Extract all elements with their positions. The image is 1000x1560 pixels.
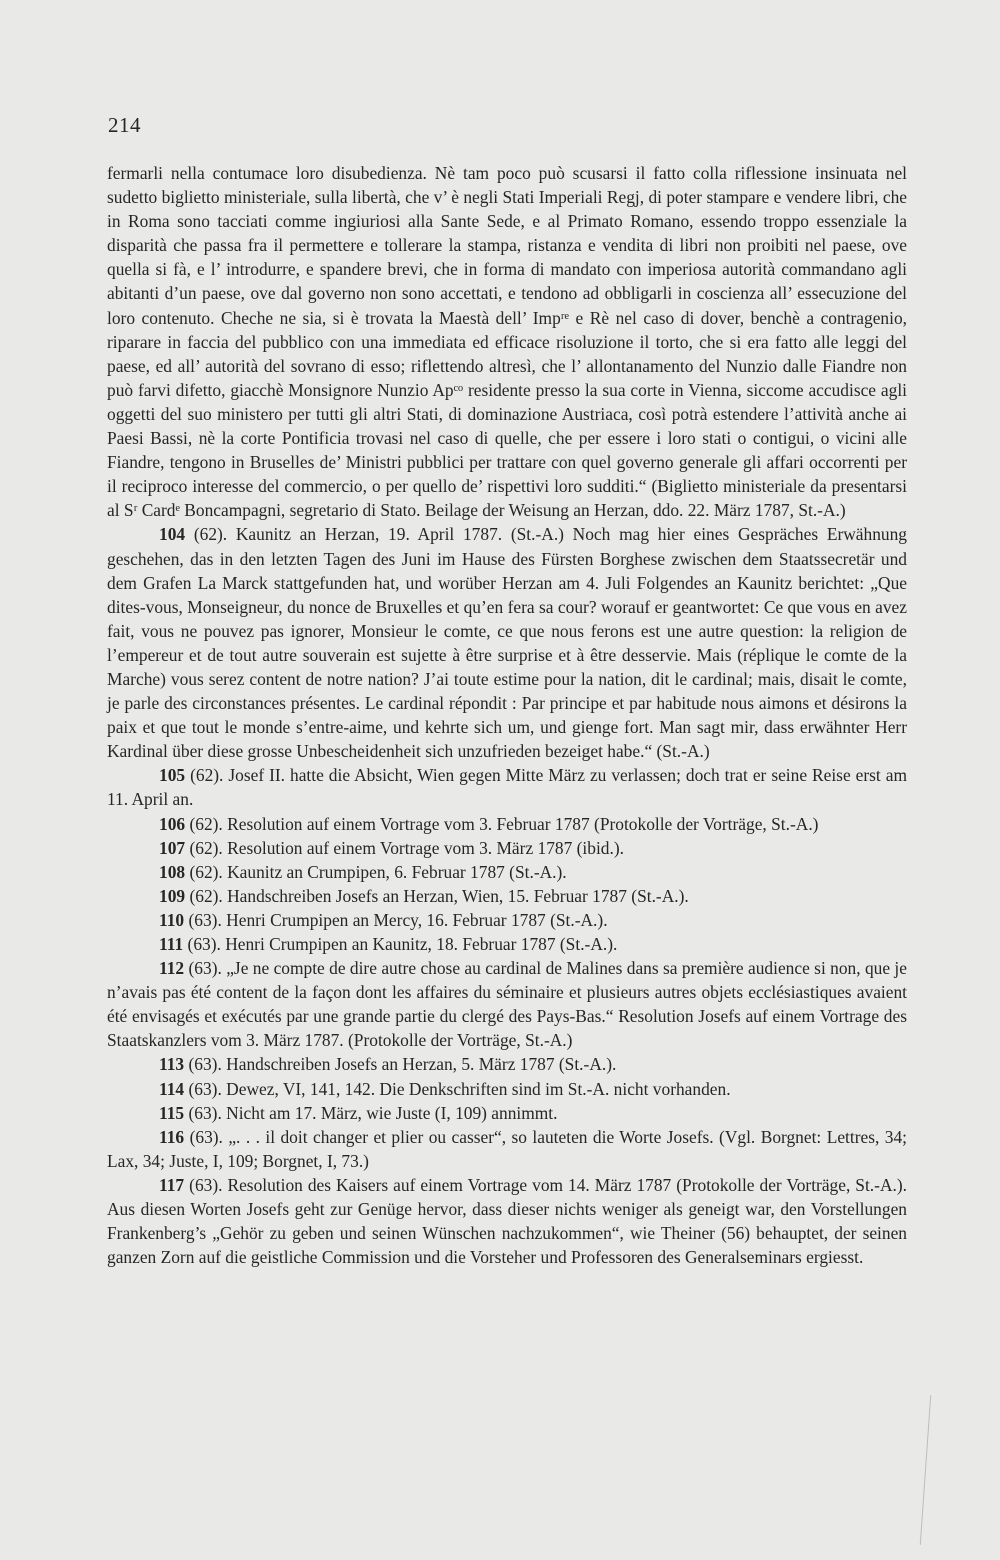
footnote-113 [107, 1052, 907, 1076]
page-edge-mark [920, 1395, 931, 1545]
footnote-text: (63). Dewez, VI, 141, 142. Die Denkschriften sind im St.-A. nicht vorhanden. [188, 1078, 731, 1099]
footnote-number: 115 [159, 1102, 185, 1123]
footnote-text: (62). Handschreiben Josefs an Herzan, Wien, 15. Februar 1787 (St.-A.). [189, 885, 689, 906]
footnote-number: 106 [159, 813, 186, 834]
footnote-106 [107, 812, 907, 836]
footnote-115 [107, 1101, 907, 1125]
footnote-text: (62). Kaunitz an Crumpipen, 6. Februar 1787 (St.-A.). [189, 861, 567, 882]
page-number: 214 [108, 113, 141, 137]
footnote-110 [107, 908, 907, 932]
footnote-text: (63). Handschreiben Josefs an Herzan, 5. März 1787 (St.-A.). [188, 1054, 617, 1075]
footnote-text: (63). „. . . il doit changer et plier ou casser“, so lauteten die Worte Josefs. (Vgl. Borgnet: Lettres, 34; Lax, 34; Juste, I, 109; Borgnet, I, 73.) [107, 1126, 907, 1171]
footnote-number: 105 [159, 765, 186, 786]
footnote-116 [107, 1125, 907, 1173]
footnote-number: 109 [159, 885, 186, 906]
footnote-112 [107, 956, 907, 1052]
footnote-108 [107, 860, 907, 884]
footnote-105 [107, 763, 907, 811]
footnote-text: (62). Josef II. hatte die Absicht, Wien gegen Mitte März zu verlassen; doch trat er seine Reise erst am 11. April an. [107, 765, 907, 810]
footnote-number: 113 [159, 1054, 185, 1075]
continuation-paragraph: fermarli nella contumace loro disubedienza. Nè tam poco può scusarsi il fatto colla riflessione insinuata nel sudetto biglietto ministeriale, sulla libertà, che v’ è negli Stati Imperiali Regj, di poter stampare e vendere libri, che in Roma sono tacciati comme ingiuriosi alla Sante Sede, e al Primato Romano, essendo troppo essenziale la disparità che passa fra il permettere e tollerare la stampa, ristanza e vendita di libri non proibiti nel paese, ove quella si fà, e l’ introdurre, e spandere brevi, che in forma di mandato con imperiosa autorità commandano agli abitanti d’un paese, ove dal governo non sono accettati, e tendono ad obbligarli in coscienza all’ essecuzione del loro contenuto. Cheche ne sia, si è trovata la Maestà dell’ Impʳᵉ e Rè nel caso di dover, benchè a contragenio, riparare in faccia del pubblico con una immediata ed efficace risoluzione il torto, che si era fatto alle leggi del paese, ed all’ autorità del sovrano di esso; riflettendo altresì, che l’ allontanamento del Nunzio dalle Fiandre non può farvi difetto, giacchè Monsignore Nunzio Apᶜᵒ residente presso la sua corte in Vienna, siccome accudisce agli oggetti del suo ministero per tutti gli altri Stati, di dominazione Austriaca, così potrà estendere l’attività anche ai Paesi Bassi, nè la corte Pontificia trovasi nel caso di quelle, che per essere i loro stati o contigui, o vicini alle Fiandre, tengono in Bruselles de’ Ministri pubblici per trattare con quel governo generale gli affari occorrenti per il reciproco interesse del commercio, o per quello de’ rispettivi loro sudditi.“ (Biglietto ministeriale da presentarsi al Sʳ Cardᵉ Boncampagni, segretario di Stato. Beilage der Weisung an Herzan, ddo. 22. März 1787, St.-A.) [107, 163, 907, 521]
footnote-number: 108 [159, 861, 186, 882]
footnote-107 [107, 836, 907, 860]
page-body-text [107, 161, 907, 1269]
footnote-number: 117 [159, 1174, 185, 1195]
footnote-104 [107, 522, 907, 763]
footnote-number: 112 [159, 958, 185, 979]
footnote-114 [107, 1077, 907, 1101]
footnote-number: 104 [159, 524, 186, 545]
footnote-number: 111 [159, 934, 184, 954]
footnote-text: (62). Resolution auf einem Vortrage vom 3. März 1787 (ibid.). [189, 837, 624, 858]
footnote-text: (63). Nicht am 17. März, wie Juste (I, 109) annimmt. [188, 1102, 558, 1123]
footnote-109 [107, 884, 907, 908]
footnote-111 [107, 932, 907, 956]
footnote-number: 116 [159, 1126, 185, 1147]
footnote-text: (63). „Je ne compte de dire autre chose au cardinal de Malines dans sa première audience si non, que je n’avais pas été content de la façon dont les affaires du séminaire et plusieurs autres objets ecclésiastiques avaient été envisagés et exécutés par une grande partie du clergé des Pays-Bas.“ Resolution Josefs auf einem Vortrage des Staatskanzlers vom 3. März 1787. (Protokolle der Vorträge, St.-A.) [107, 958, 907, 1051]
footnote-number: 110 [159, 909, 185, 930]
footnote-text: (62). Resolution auf einem Vortrage vom 3. Februar 1787 (Protokolle der Vorträge, St.-A.) [189, 813, 819, 834]
footnote-text: (62). Kaunitz an Herzan, 19. April 1787. (St.-A.) Noch mag hier eines Gespräches Erwähnung geschehen, das in den letzten Tagen des Juni im Hause des Fürsten Borghese zwischen dem Staatssecretär und dem Grafen La Marck stattgefunden hat, und worüber Herzan am 4. Juli Folgendes an Kaunitz berichtet: „Que dites-vous, Monseigneur, du nonce de Bruxelles et qu’en fera sa cour? worauf er geantwortet: Ce que vous en avez fait, vous ne pouvez pas ignorer, Monsieur le comte, ce que nous ferons est une autre question: la religion de l’empereur et de tout autre souverain est sujette à être surprise et à être desservie. Mais (réplique le comte de la Marche) vous serez content de notre nation? J’ai toute estime pour la nation, dit le cardinal; mais, disait le comte, je parle des circonstances présentes. Le cardinal répondit : Par principe et par habitude nous aimons et désirons la paix et que tout le monde s’entre-aime, und kehrte sich um, und gienge fort. Man sagt mir, dass erwähnter Herr Kardinal über diese grosse Unbescheidenheit sich unzufrieden bezeiget habe.“ (St.-A.) [107, 524, 907, 762]
footnote-number: 107 [159, 837, 186, 858]
footnote-text: (63). Henri Crumpipen an Kaunitz, 18. Februar 1787 (St.-A.). [187, 934, 618, 954]
footnote-text: (63). Henri Crumpipen an Mercy, 16. Februar 1787 (St.-A.). [188, 909, 608, 930]
footnote-117 [107, 1173, 907, 1269]
footnote-text: (63). Resolution des Kaisers auf einem Vortrage vom 14. März 1787 (Protokolle der Vorträge, St.-A.). Aus diesen Worten Josefs geht zur Genüge hervor, dass dieser nichts weniger als geneigt war, den Vorstellungen Frankenberg’s „Gehör zu geben und seinen Wünschen nachzukommen“, wie Theiner (56) behauptet, der seinen ganzen Zorn auf die geistliche Commission und die Vorsteher und Professoren des Generalseminars ergiesst. [107, 1174, 907, 1268]
footnote-number: 114 [159, 1078, 185, 1099]
